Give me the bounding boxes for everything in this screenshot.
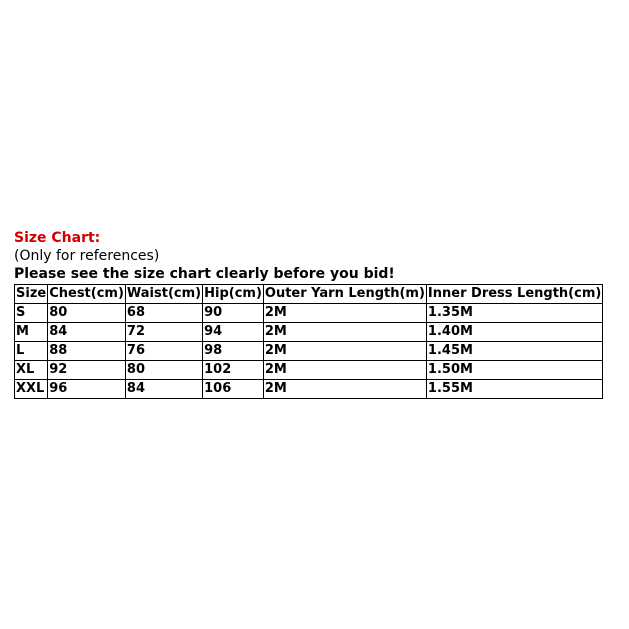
cell-size: XXL [15,380,48,399]
cell-chest: 96 [48,380,126,399]
cell-outer-yarn-length: 2M [263,342,426,361]
table-row [15,323,603,342]
size-chart-title: Size Chart: [14,230,101,246]
header-size: Size [15,285,48,304]
cell-outer-yarn-length: 2M [263,361,426,380]
cell-chest: 84 [48,323,126,342]
cell-waist: 84 [125,380,202,399]
cell-waist: 80 [125,361,202,380]
cell-hip: 94 [203,323,264,342]
table-row [15,361,603,380]
cell-inner-dress-length: 1.45M [426,342,602,361]
header-hip: Hip(cm) [203,285,264,304]
cell-hip: 106 [203,380,264,399]
instruction-text: Please see the size chart clearly before you bid! [14,266,395,282]
cell-chest: 88 [48,342,126,361]
cell-inner-dress-length: 1.35M [426,304,602,323]
size-chart-block [14,229,614,399]
cell-hip: 102 [203,361,264,380]
header-outer-yarn-length: Outer Yarn Length(m) [263,285,426,304]
table-row [15,342,603,361]
size-table [14,284,603,399]
cell-waist: 68 [125,304,202,323]
cell-size: M [15,323,48,342]
cell-waist: 76 [125,342,202,361]
cell-inner-dress-length: 1.55M [426,380,602,399]
cell-outer-yarn-length: 2M [263,380,426,399]
cell-hip: 90 [203,304,264,323]
table-header-row [15,285,603,304]
cell-size: XL [15,361,48,380]
cell-outer-yarn-length: 2M [263,323,426,342]
reference-note: (Only for references) [14,248,160,264]
cell-outer-yarn-length: 2M [263,304,426,323]
table-row [15,380,603,399]
cell-chest: 92 [48,361,126,380]
cell-inner-dress-length: 1.40M [426,323,602,342]
header-inner-dress-length: Inner Dress Length(cm) [426,285,602,304]
cell-chest: 80 [48,304,126,323]
cell-size: L [15,342,48,361]
cell-size: S [15,304,48,323]
cell-hip: 98 [203,342,264,361]
table-row [15,304,603,323]
header-chest: Chest(cm) [48,285,126,304]
header-waist: Waist(cm) [125,285,202,304]
cell-waist: 72 [125,323,202,342]
cell-inner-dress-length: 1.50M [426,361,602,380]
